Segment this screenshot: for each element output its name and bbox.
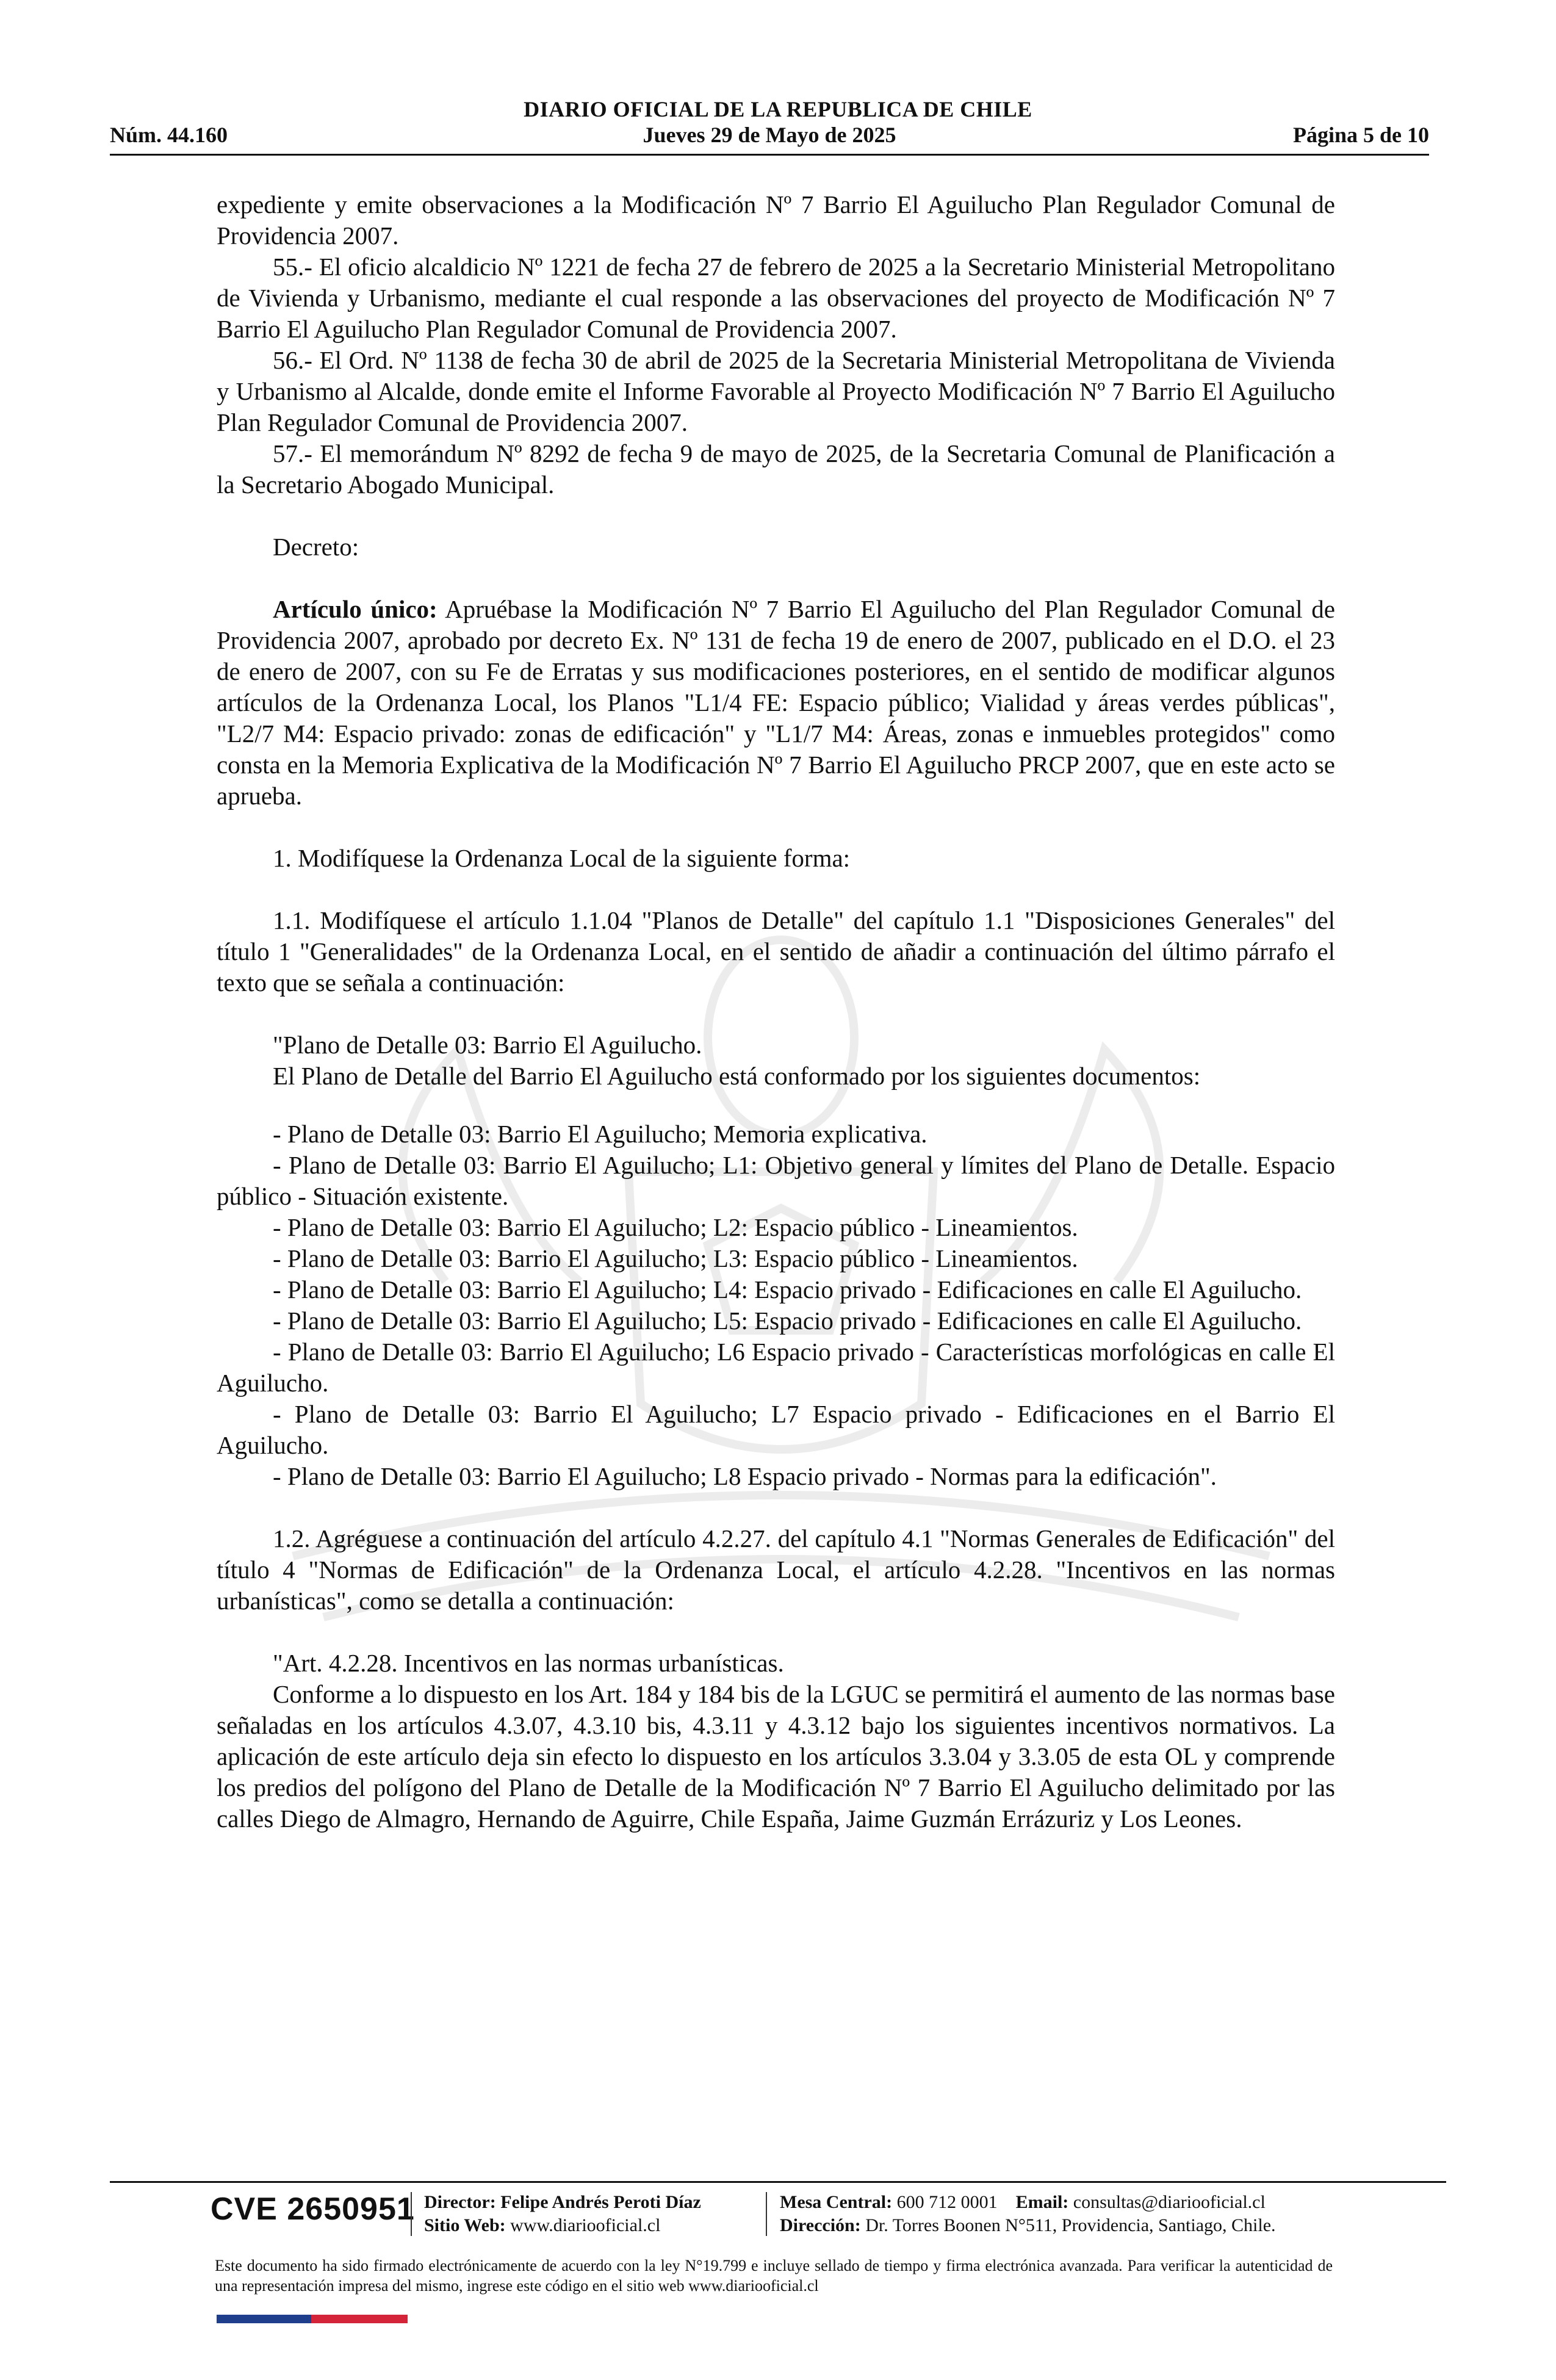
articulo-unico-label: Artículo único: [273,595,438,623]
footer-separator [766,2192,767,2236]
issue-date: Jueves 29 de Mayo de 2025 [643,123,896,147]
decreto-heading: Decreto: [273,533,359,561]
quote-intro: El Plano de Detalle del Barrio El Aguilucho está conformado por los siguientes documentos: [273,1062,1201,1090]
article-title: "Art. 4.2.28. Incentivos en las normas urbanísticas. [273,1649,784,1677]
cve-code: CVE 2650951 [211,2191,415,2227]
web-label: Sitio Web: [424,2215,506,2235]
email-label: Email: [1015,2192,1069,2212]
issue-number: Núm. 44.160 [110,123,228,147]
articulo-unico-text: Apruébase la Modificación Nº 7 Barrio El Aguilucho del Plan Regulador Comunal de Providencia 2007, aprobado por decreto Ex. Nº 131 de fecha 19 de enero de 2007, publicado en el D.O. el 23 de enero de 2007, con su Fe de Erratas y sus modificaciones posteriores, en el sentido de modificar algunos artículos de la Ordenanza Local, los Planos "L1/4 FE: Espacio público; Vialidad y áreas verdes públicas", "L2/7 M4: Espacio privado: zonas de edificación" y "L1/7 M4: Áreas, zonas e inmuebles protegidos" como consta en la Memoria Explicativa de la Modificación Nº 7 Barrio El Aguilucho PRCP 2007, que en este acto se aprueba. [217,595,1335,810]
articulo-unico [217,594,1335,812]
list-item: - Plano de Detalle 03: Barrio El Aguilucho; L4: Espacio privado - Edificaciones en calle El Aguilucho. [273,1275,1302,1304]
flag-stripe-blue [217,2315,311,2323]
direccion-label: Dirección: [780,2215,861,2235]
list-item: - Plano de Detalle 03: Barrio El Aguilucho; L7 Espacio privado - Edificaciones en el Barrio El Aguilucho. [217,1400,1335,1459]
director-name: Felipe Andrés Peroti Díaz [500,2192,701,2212]
document-body [217,189,1335,1834]
quote-title: "Plano de Detalle 03: Barrio El Aguilucho. [273,1031,702,1059]
newspaper-title: DIARIO OFICIAL DE LA REPUBLICA DE CHILE [524,97,1032,121]
footer-divider [110,2181,1446,2183]
paragraph-56: 56.- El Ord. Nº 1138 de fecha 30 de abril de 2025 de la Secretaria Ministerial Metropolitana de Vivienda y Urbanismo al Alcalde, donde emite el Informe Favorable al Proyecto Modificación Nº 7 Barrio El Aguilucho Plan Regulador Comunal de Providencia 2007. [217,346,1335,436]
header-divider [110,154,1429,156]
list-item: - Plano de Detalle 03: Barrio El Aguilucho; L8 Espacio privado - Normas para la edificación". [273,1462,1217,1490]
list-item: - Plano de Detalle 03: Barrio El Aguilucho; L6 Espacio privado - Características morfológicas en calle El Aguilucho. [217,1338,1335,1397]
footer-director-block [424,2191,701,2237]
list-item: - Plano de Detalle 03: Barrio El Aguilucho; Memoria explicativa. [273,1120,927,1148]
footer-contact-block [780,2191,1276,2237]
footer-disclaimer: Este documento ha sido firmado electrónicamente de acuerdo con la ley N°19.799 e incluye sellado de tiempo y firma electrónica avanzada. Para verificar la autenticidad de una representación impresa del mismo, ingrese este código en el sitio web www.diariooficial.cl [215,2257,1333,2295]
paragraph-57: 57.- El memorándum Nº 8292 de fecha 9 de mayo de 2025, de la Secretaria Comunal de Planificación a la Secretario Abogado Municipal. [217,439,1335,499]
page-number: Página 5 de 10 [1292,123,1429,147]
direccion-text: Dr. Torres Boonen N°511, Providencia, Santiago, Chile. [865,2215,1276,2235]
web-link[interactable]: www.diariooficial.cl [510,2215,661,2235]
footer-separator [411,2192,412,2236]
paragraph-55: 55.- El oficio alcaldicio Nº 1221 de fecha 27 de febrero de 2025 a la Secretario Ministerial Metropolitano de Vivienda y Urbanismo, mediante el cual responde a las observaciones del proyecto de Modificación Nº 7 Barrio El Aguilucho Plan Regulador Comunal de Providencia 2007. [217,253,1335,343]
director-label: Director: [424,2192,496,2212]
article-text: Conforme a lo dispuesto en los Art. 184 y 184 bis de la LGUC se permitirá el aumento de las normas base señaladas en los artículos 4.3.07, 4.3.10 bis, 4.3.11 y 4.3.12 bajo los siguientes incentivos normativos. La aplicación de este artículo deja sin efecto lo dispuesto en los artículos 3.3.04 y 3.3.05 de esta OL y comprende los predios del polígono del Plano de Detalle de la Modificación Nº 7 Barrio El Aguilucho delimitado por las calles Diego de Almagro, Hernando de Aguirre, Chile España, Jaime Guzmán Errázuriz y Los Leones. [217,1680,1335,1833]
list-item: - Plano de Detalle 03: Barrio El Aguilucho; L2: Espacio público - Lineamientos. [273,1213,1078,1241]
paragraph-continuation: expediente y emite observaciones a la Modificación Nº 7 Barrio El Aguilucho Plan Regulador Comunal de Providencia 2007. [217,190,1335,250]
item-1: 1. Modifíquese la Ordenanza Local de la siguiente forma: [273,844,851,872]
mesa-phone: 600 712 0001 [896,2192,998,2212]
list-item: - Plano de Detalle 03: Barrio El Aguilucho; L3: Espacio público - Lineamientos. [273,1244,1078,1272]
flag-stripe-red [311,2315,408,2323]
list-item: - Plano de Detalle 03: Barrio El Aguilucho; L5: Espacio privado - Edificaciones en calle El Aguilucho. [273,1307,1302,1335]
item-1-2: 1.2. Agréguese a continuación del artículo 4.2.27. del capítulo 4.1 "Normas Generales de Edificación" del título 4 "Normas de Edificación" de la Ordenanza Local, el artículo 4.2.28. "Incentivos en las normas urbanísticas", como se detalla a continuación: [217,1524,1335,1615]
item-1-1: 1.1. Modifíquese el artículo 1.1.04 "Planos de Detalle" del capítulo 1.1 "Disposiciones Generales" del título 1 "Generalidades" de la Ordenanza Local, en el sentido de añadir a continuación del último párrafo el texto que se señala a continuación: [217,906,1335,997]
mesa-label: Mesa Central: [780,2192,893,2212]
list-item: - Plano de Detalle 03: Barrio El Aguilucho; L1: Objetivo general y límites del Plano de Detalle. Espacio público - Situación existente. [217,1151,1335,1210]
email-link[interactable]: consultas@diariooficial.cl [1073,2192,1266,2212]
